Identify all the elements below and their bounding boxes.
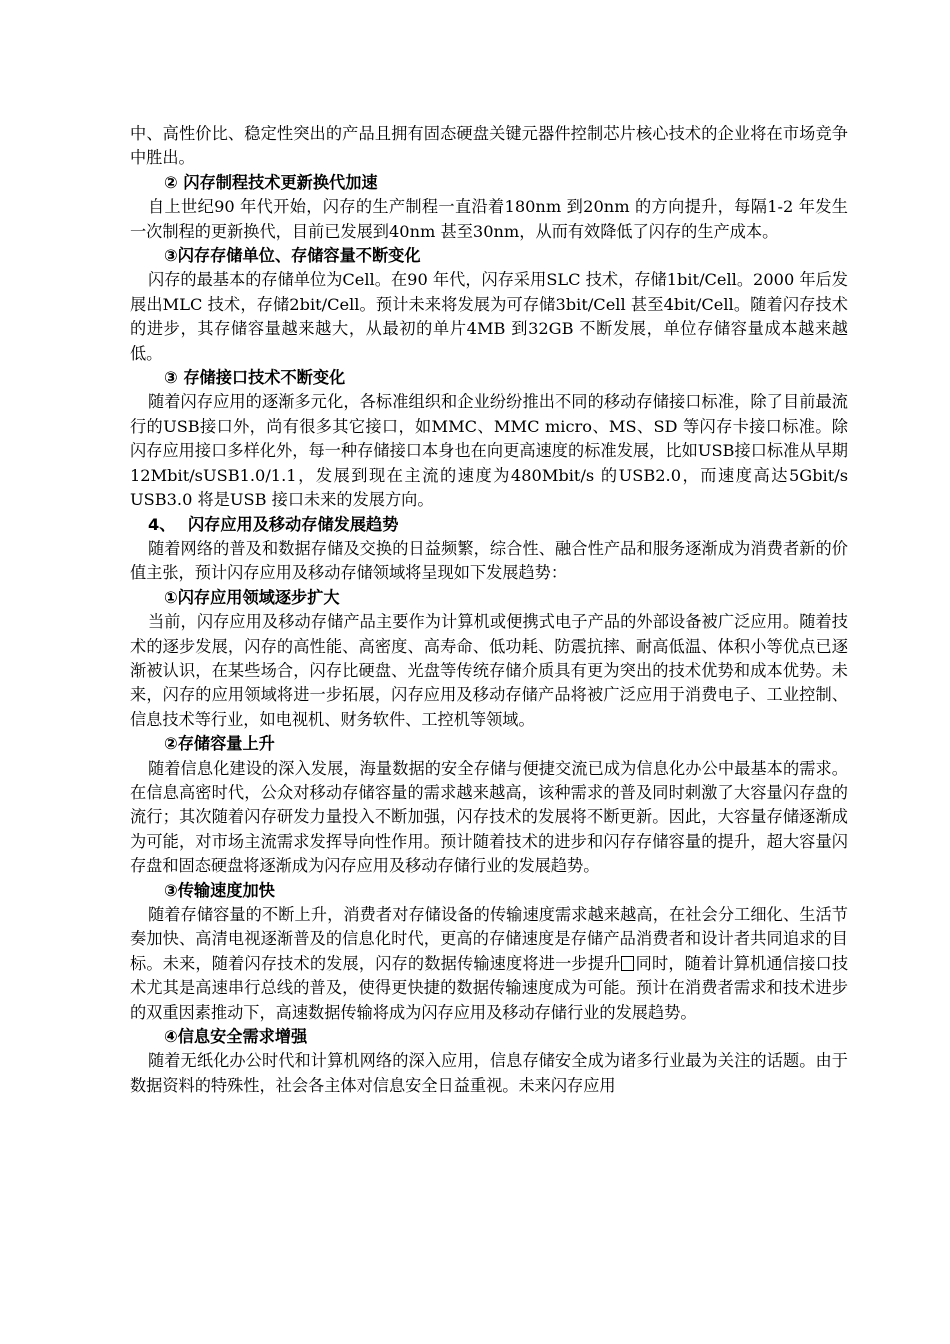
heading-transfer-speed: ③传输速度加快	[164, 880, 275, 900]
document-body	[130, 122, 848, 1098]
paragraph-continuation: 中、高性价比、稳定性突出的产品且拥有固态硬盘关键元器件控制芯片核心技术的企业将在市场竞争中胜出。	[130, 124, 848, 168]
paragraph-text: 随着存储容量的不断上升，消费者对存储设备的传输速度需求越来越高，在社会分工细化、生活节奏加快、高清电视逐渐普及的信息化时代，更高的存储速度是存储产品消费者和设计者共同追求的目标。未来，随着闪存技术的发展，闪存的数据传输速度将进一步提升	[130, 905, 848, 973]
heading-process-tech: ② 闪存制程技术更新换代加速	[164, 172, 378, 192]
missing-glyph-box-icon	[621, 956, 634, 971]
paragraph-process-tech: 自上世纪90 年代开始，闪存的生产制程一直沿着180nm 到20nm 的方向提升，每隔1-2 年发生一次制程的更新换代，目前已发展到40nm 甚至30nm，从而有效降低了闪存的生产成本。	[130, 197, 848, 241]
paragraph-development-trend: 随着网络的普及和数据存储及交换的日益频繁，综合性、融合性产品和服务逐渐成为消费者新的价值主张，预计闪存应用及移动存储领域将呈现如下发展趋势：	[130, 538, 848, 583]
paragraph-text: 同时，随着计算机通信接口技术尤其是高速串行总线的普及，使得更快捷的数据传输速度成为可能。预计在消费者需求和技术进步的双重因素推动下，高速数据传输将成为闪存应用及移动存储行业的发展趋势。	[130, 953, 849, 1022]
heading-storage-interface: ③ 存储接口技术不断变化	[164, 368, 346, 388]
heading-development-trend	[130, 513, 848, 537]
heading-storage-capacity: ②存储容量上升	[164, 734, 275, 754]
heading-number: 4、	[148, 514, 176, 534]
paragraph-storage-interface: 随着闪存应用的逐渐多元化，各标准组织和企业纷纷推出不同的移动存储接口标准，除了目前最流行的USB接口外，尚有很多其它接口，如MMC、MMC micro、MS、SD 等闪存卡接口标准。除闪存应用接口多样化外，每一种存储接口本身也在向更高速度的标准发展，比如USB接口标准从早期12Mbit/sUSB1.0/1.1，发展到现在主流的速度为480Mbit/s 的USB2.0，而速度高达5Gbit/s USB3.0 将是USB 接口未来的发展方向。	[130, 392, 848, 510]
heading-storage-unit: ③闪存存储单位、存储容量不断变化	[164, 246, 421, 266]
paragraph-storage-unit: 闪存的最基本的存储单位为Cell。在90 年代，闪存采用SLC 技术，存储1bit/Cell。2000 年后发展出MLC 技术，存储2bit/Cell。预计未来将发展为可存储3bit/Cell 甚至4bit/Cell。随着闪存技术的进步，其存储容量越来越大，从最初的单片4MB 到32GB 不断发展，单位存储容量成本越来越低。	[130, 270, 848, 363]
paragraph-storage-capacity: 随着信息化建设的深入发展，海量数据的安全存储与便捷交流已成为信息化办公中最基本的需求。在信息高密时代，公众对移动存储容量的需求越来越高，该种需求的普及同时刺激了大容量闪存盘的流行；其次随着闪存研发力量投入不断加强，闪存技术的发展将不断更新。因此，大容量存储逐渐成为可能，对市场主流需求发挥导向性作用。预计随着技术的进步和闪存存储容量的提升，超大容量闪存盘和固态硬盘将逐渐成为闪存应用及移动存储行业的发展趋势。	[130, 758, 848, 876]
paragraph-information-security: 随着无纸化办公时代和计算机网络的深入应用，信息存储安全成为诸多行业最为关注的话题。由于数据资料的特殊性，社会各主体对信息安全日益重视。未来闪存应用	[130, 1051, 848, 1095]
heading-application-field: ①闪存应用领域逐步扩大	[164, 587, 340, 607]
heading-text: 闪存应用及移动存储发展趋势	[188, 514, 399, 534]
paragraph-application-field: 当前，闪存应用及移动存储产品主要作为计算机或便携式电子产品的外部设备被广泛应用。随着技术的逐步发展，闪存的高性能、高密度、高寿命、低功耗、防震抗摔、耐高低温、体积小等优点已逐渐被认识，在某些场合，闪存比硬盘、光盘等传统存储介质具有更为突出的技术优势和成本优势。未来，闪存的应用领域将进一步拓展，闪存应用及移动存储产品将被广泛应用于消费电子、工业控制、信息技术等行业，如电视机、财务软件、工控机等领域。	[130, 612, 848, 729]
paragraph-transfer-speed	[130, 903, 848, 1025]
heading-information-security: ④信息安全需求增强	[164, 1027, 308, 1047]
